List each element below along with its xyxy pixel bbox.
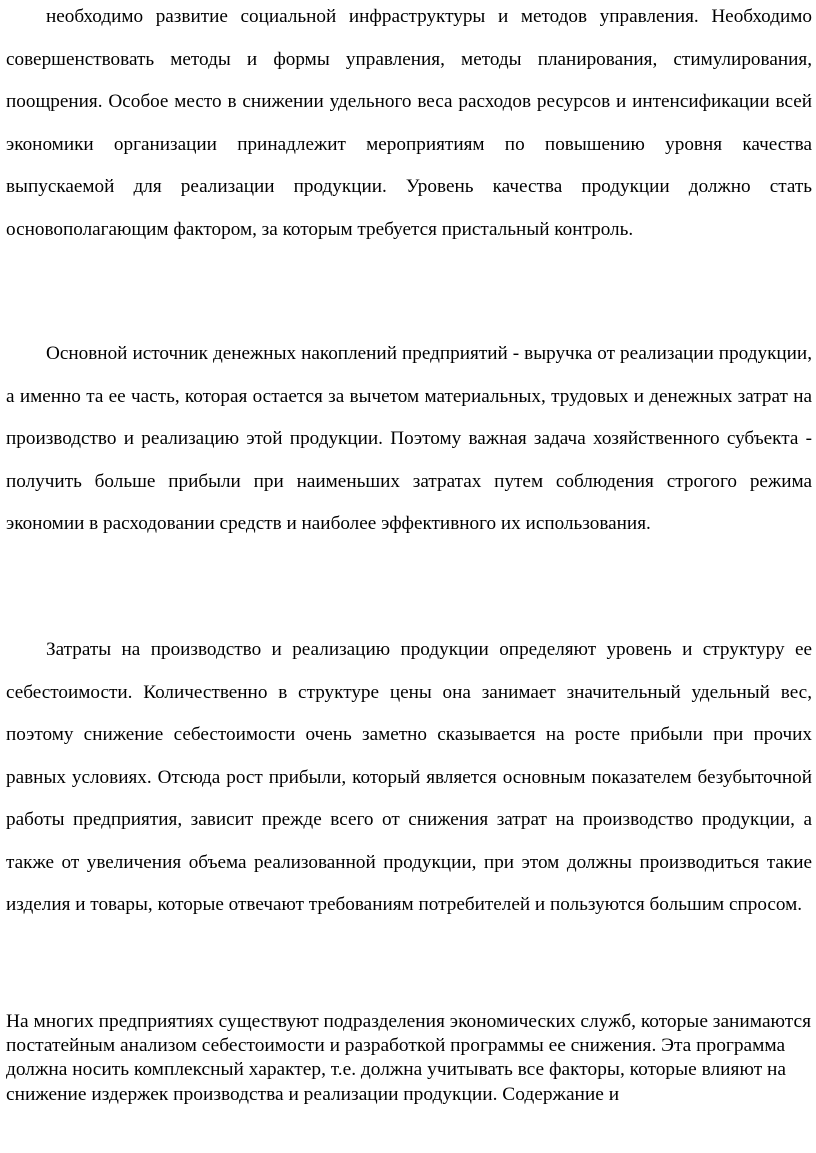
paragraph-2: Основной источник денежных накоплений предприятий - выручка от реализации продукции, а именно та ее часть, которая остается за вычетом материальных, трудовых и денежных затрат на производство и реализацию этой продукции. Поэтому важная задача хозяйственного субъекта - получить больше прибыли при наименьших затратах путем соблюдения строгого режима экономии в расходовании средств и наиболее эффективного их использования. bbox=[6, 343, 812, 534]
paragraph-1: необходимо развитие социальной инфраструктуры и методов управления. Необходимо совершенствовать методы и формы управления, методы планирования, стимулирования, поощрения. Особое место в снижении удельного веса расходов ресурсов и интенсификации всей экономики организации принадлежит мероприятиям по повышению уровня качества выпускаемой для реализации продукции. Уровень качества продукции должно стать основополагающим фактором, за которым требуется пристальный контроль. bbox=[6, 6, 812, 240]
paragraph-4: На многих предприятиях существуют подразделения экономических служб, которые занимаются постатейным анализом себестоимости и разработкой программы ее снижения. Эта программа должна носить комплексный характер, т.е. должна учитывать все факторы, которые влияют на снижение издержек производства и реализации продукции. Содержание и bbox=[6, 1011, 812, 1105]
paragraph-3: Затраты на производство и реализацию продукции определяют уровень и структуру ее себестоимости. Количественно в структуре цены она занимает значительный удельный вес, поэтому снижение себестоимости очень заметно сказывается на росте прибыли при прочих равных условиях. Отсюда рост прибыли, который является основным показателем безубыточной работы предприятия, зависит прежде всего от снижения затрат на производство продукции, а также от увеличения объема реализованной продукции, при этом должны производиться такие изделия и товары, которые отвечают требованиям потребителей и пользуются большим спросом. bbox=[6, 639, 812, 915]
